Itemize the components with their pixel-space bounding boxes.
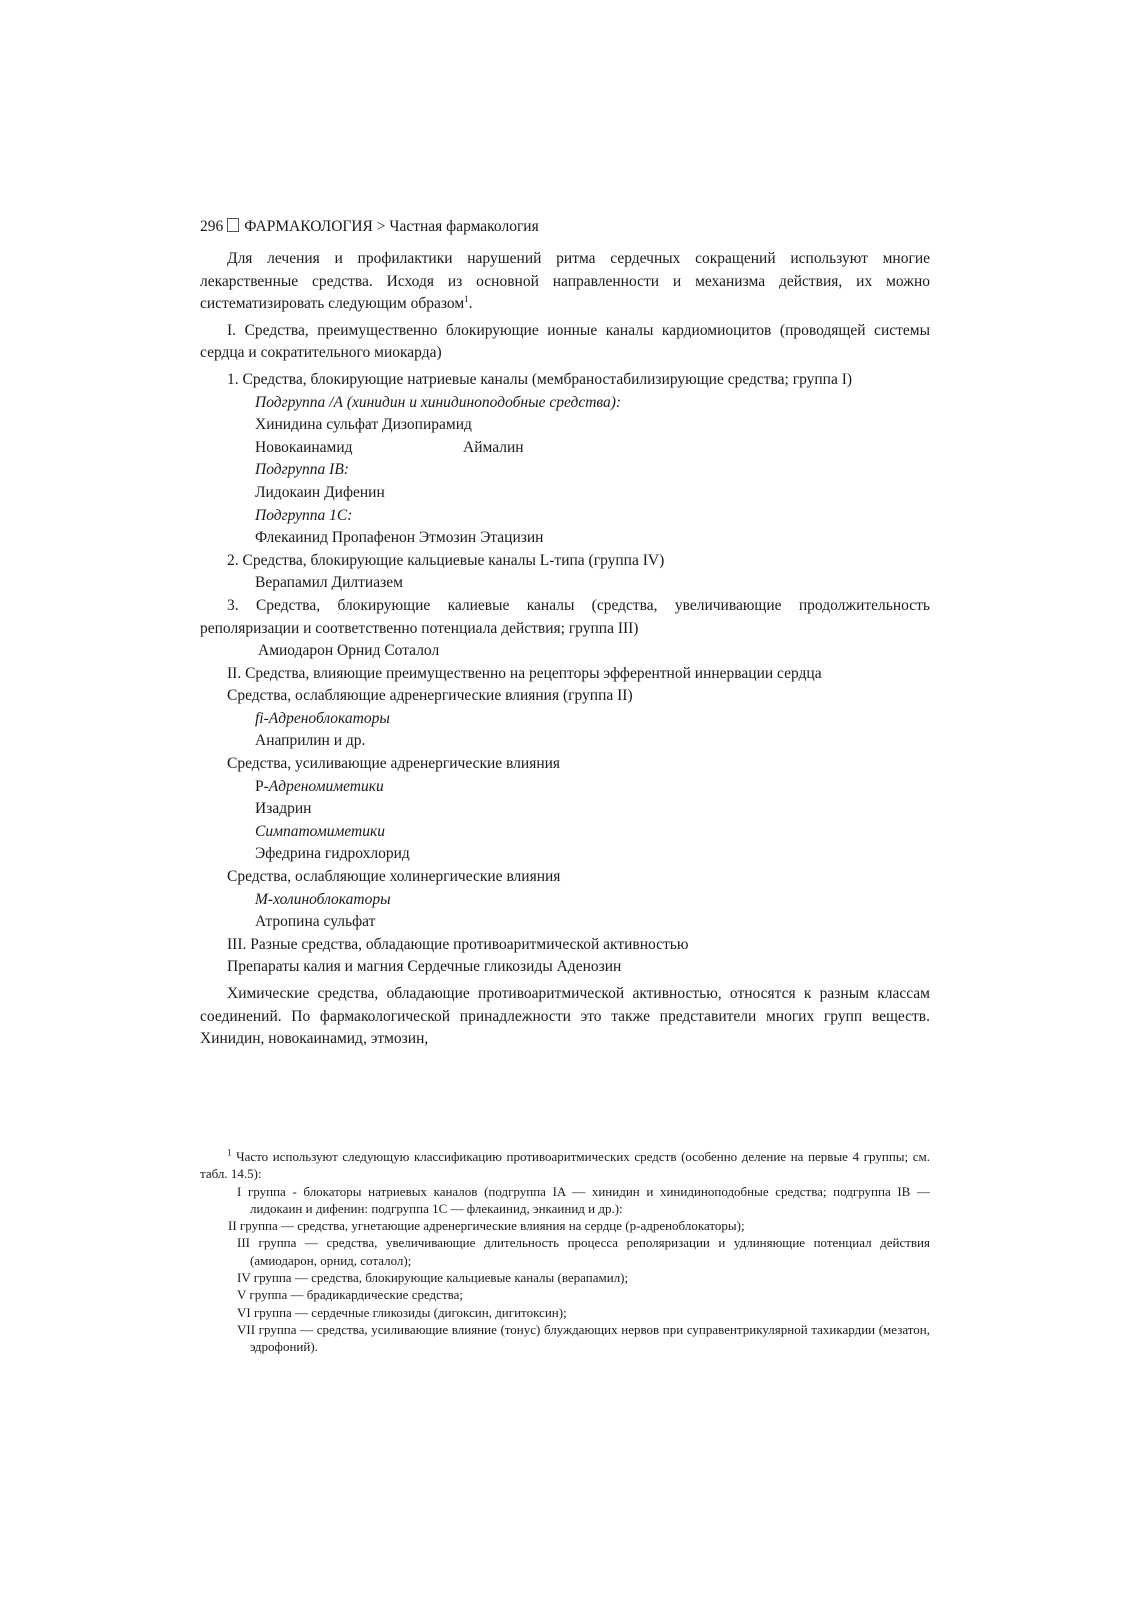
section-3-heading: III. Разные средства, обладающие противоаритмической активностью	[227, 935, 689, 953]
footnote-group-2: II группа — средства, угнетающие адренергические влияния на сердце (р-адреноблокаторы);	[228, 1218, 745, 1234]
section-1-1-heading: 1. Средства, блокирующие натриевые каналы (мембраностабилизирующие средства; группа I)	[227, 370, 853, 388]
subgroup-ib-title: Подгруппа IB:	[255, 461, 349, 479]
footnote-mark: 1	[227, 1147, 232, 1158]
footnote-group-1: I группа - блокаторы натриевых каналов (подгруппа IA — хинидин и хинидиноподобные средства; подгруппа IB — лидокаин и дифенин: подгруппа 1C — флекаинид, энкаинид и др.):	[237, 1183, 930, 1216]
footnote-intro: $^1$ Часто используют следующую классификацию противоаритмических средств (особенно деление на первые 4 группы; см. табл. 14.5):	[200, 1147, 931, 1182]
section-2b-subgroup: Р-Адреномиметики	[255, 777, 384, 795]
section-2c-heading: Средства, ослабляющие холинергические влияния	[227, 868, 561, 886]
subgroup-ia-drugs-2: Новокаинамид Аймалин	[255, 438, 524, 456]
section-2b-drugs: Изадрин	[255, 800, 312, 818]
subgroup-ia-title: Подгруппа /А (хинидин и хинидиноподобные средства):	[255, 393, 622, 411]
section-1-3-heading: 3. Средства, блокирующие калиевые каналы (средства, увеличивающие продолжительность реполяризации и соответственно потенциала действия; группа III)	[200, 596, 930, 637]
section-2b-drugs-2: Эфедрина гидрохлорид	[255, 845, 410, 863]
subgroup-ib-drugs: Лидокаин Дифенин	[255, 483, 385, 501]
potassium-blockers-drugs: Амиодарон Орнид Соталол	[258, 642, 440, 660]
footnote-group-4: IV группа — средства, блокирующие кальциевые каналы (верапамил);	[237, 1270, 629, 1286]
closing-paragraph: Химические средства, обладающие противоаритмической активностью, относятся к разным классам соединений. По фармакологической принадлежности это также представители многих групп веществ. Хинидин, новокаинамид, этмозин,	[200, 985, 930, 1048]
section-2a-heading: Средства, ослабляющие адренергические влияния (группа II)	[227, 687, 633, 705]
section-2b-subgroup-2: Симпатомиметики	[255, 822, 385, 840]
section-2-heading: II. Средства, влияющие преимущественно на рецепторы эфферентной иннервации сердца	[227, 664, 822, 682]
footnote-ref: 1	[464, 294, 469, 305]
section-2a-drugs: Анаприлин и др.	[255, 732, 366, 750]
page-number: 296	[200, 218, 224, 235]
subgroup-ic-title: Подгруппа 1С:	[255, 506, 353, 524]
footnote	[200, 1148, 930, 1356]
section-1-2-heading: 2. Средства, блокирующие кальциевые каналы L-типа (группа IV)	[227, 551, 665, 569]
main-text	[200, 248, 930, 1051]
running-header	[200, 218, 539, 236]
section-2c-drugs: Атропина сульфат	[255, 913, 376, 931]
separator-box-icon	[227, 218, 239, 232]
calcium-blockers-drugs: Верапамил Дилтиазем	[255, 574, 403, 592]
footnote-group-6: VI группа — сердечные гликозиды (дигоксин, дигитоксин);	[237, 1304, 567, 1320]
intro-paragraph: Для лечения и профилактики нарушений ритма сердечных сокращений используют многие лекарственные средства. Исходя из основной направленности и механизма действия, их можно систематизировать следующим образом$^1$.	[200, 250, 930, 313]
subgroup-ic-drugs: Флекаинид Пропафенон Этмозин Этацизин	[255, 529, 544, 547]
section-2a-subgroup: fi-Адреноблокаторы	[255, 709, 390, 727]
footnote-group-3: III группа — средства, увеличивающие длительность процесса реполяризации и удлиняющие потенциал действия (амиодарон, орнид, соталол);	[237, 1235, 930, 1268]
footnote-group-7: VII группа — средства, усиливающие влияние (тонус) блуждающих нервов при суправентрикулярной тахикардии (мезатон, эдрофоний).	[237, 1321, 930, 1355]
footnote-group-5: V группа — брадикардические средства;	[237, 1287, 463, 1303]
section-3-drugs: Препараты калия и магния Сердечные гликозиды Аденозин	[227, 958, 622, 976]
section-1-heading: I. Средства, преимущественно блокирующие ионные каналы кардиомиоцитов (проводящей системы сердца и сократительного миокарда)	[200, 321, 930, 362]
header-title: ФАРМАКОЛОГИЯ > Частная фармакология	[244, 218, 539, 235]
section-2c-subgroup: М-холиноблокаторы	[255, 890, 391, 908]
section-2b-heading: Средства, усиливающие адренергические влияния	[227, 755, 561, 773]
subgroup-ia-drugs-1: Хинидина сульфат Дизопирамид	[255, 416, 472, 434]
